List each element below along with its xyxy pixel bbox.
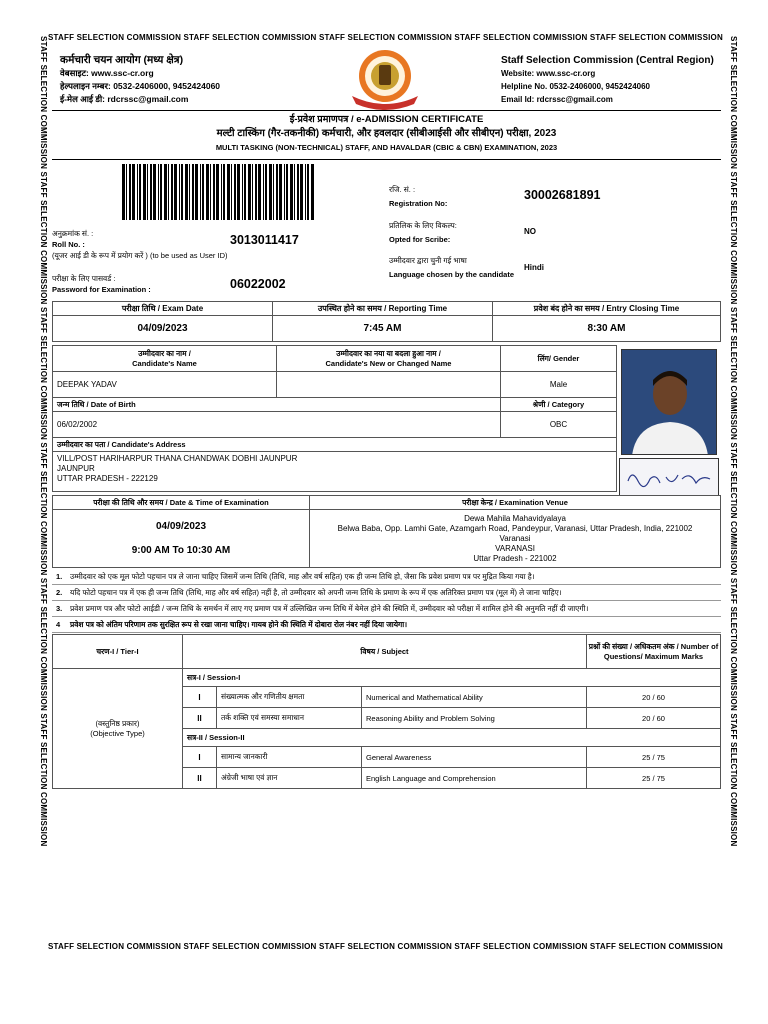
barcode-stripe xyxy=(206,164,209,220)
subject-en: Reasoning Ability and Problem Solving xyxy=(362,708,587,729)
roll-number: 3013011417 xyxy=(230,233,299,247)
barcode-stripe xyxy=(269,164,272,220)
new-name-label-hi: उम्मीदवार का नया या बदला हुआ नाम / xyxy=(336,348,441,358)
scribe-label-hi: प्रतिलिक के लिए विकल्प: xyxy=(389,221,457,230)
header-left-title: कर्मचारी चयन आयोग (मध्य क्षेत्र) xyxy=(60,54,184,66)
subject-hi: सामान्य जानकारी xyxy=(217,747,362,768)
admission-certificate xyxy=(52,44,721,940)
barcode-stripe xyxy=(210,164,211,220)
barcode-stripe xyxy=(200,164,201,220)
venue-line1: Dewa Mahila Mahavidyalaya xyxy=(464,513,566,523)
barcode-stripe xyxy=(174,164,177,220)
barcode-stripe xyxy=(137,164,138,220)
subject-num: II xyxy=(183,768,217,789)
subject-hi: संख्यात्मक और गणितीय क्षमता xyxy=(217,687,362,708)
instructions xyxy=(52,569,721,633)
barcode-stripe xyxy=(242,164,243,220)
barcode-stripe xyxy=(231,164,232,220)
subject-en: General Awareness xyxy=(362,747,587,768)
instruction-number: 3. xyxy=(56,604,63,613)
barcode-stripe xyxy=(279,164,282,220)
candidate-table xyxy=(52,345,617,492)
barcode-stripe xyxy=(171,164,173,220)
barcode-stripe xyxy=(300,164,303,220)
category-label: श्रेणी / Category xyxy=(501,398,617,412)
barcode-stripe xyxy=(290,164,293,220)
scribe-label-en: Opted for Scribe: xyxy=(389,235,451,244)
marks-header: प्रश्नों की संख्या / अधिकतम अंक / Number of Questions/ Maximum Marks xyxy=(587,635,721,669)
subject-num: I xyxy=(183,687,217,708)
subject-marks: 25 / 75 xyxy=(587,768,721,789)
session-2-label: सत्र-II / Session-II xyxy=(183,729,721,747)
barcode-stripe xyxy=(195,164,198,220)
barcode-stripe xyxy=(276,164,278,220)
address-line2: JAUNPUR xyxy=(57,464,95,473)
venue-table xyxy=(52,495,721,568)
barcode-stripe xyxy=(139,164,141,220)
barcode-stripe xyxy=(252,164,253,220)
tier-type-en: (Objective Type) xyxy=(90,728,145,738)
candidate-name: DEEPAK YADAV xyxy=(53,372,277,398)
barcode-stripe xyxy=(273,164,274,220)
barcode-stripe xyxy=(265,164,267,220)
instruction-text: उम्मीदवार को एक मूल फोटो पहचान पत्र ले जाना चाहिए जिसमें जन्म तिथि (तिथि, माह और वर्ष सहित) एक ही जन्म तिथि हो, जैसा कि प्रवेश प्रमाण पत्र पर मुद्रित किया गया है। xyxy=(70,572,535,581)
barcode-stripe xyxy=(213,164,215,220)
address-value xyxy=(53,452,617,492)
header-right-title: Staff Selection Commission (Central Region) xyxy=(501,55,714,66)
registration-number: 30002681891 xyxy=(524,188,601,202)
venue-exam-time: 9:00 AM To 10:30 AM xyxy=(131,544,231,556)
entry-closing-label: प्रवेश बंद होने का समय / Entry Closing Time xyxy=(493,302,721,316)
instruction-number: 1. xyxy=(56,572,63,581)
barcode-stripe xyxy=(126,164,127,220)
exam-date: 04/09/2023 xyxy=(53,316,273,342)
barcode-stripe xyxy=(132,164,135,220)
category-value: OBC xyxy=(501,412,617,438)
watermark-right: STAFF SELECTION COMMISSION STAFF SELECTION COMMISSION STAFF SELECTION COMMISSION STAFF SELECTION COMMISSION STAFF SELECTION COMMISSION STAFF SELECTION COMMISSION xyxy=(729,36,738,847)
barcode-stripe xyxy=(216,164,219,220)
subject-en: English Language and Comprehension xyxy=(362,768,587,789)
divider xyxy=(52,159,721,160)
barcode-stripe xyxy=(248,164,251,220)
venue-line4: VARANASI xyxy=(495,543,535,553)
barcode-stripe xyxy=(311,164,314,220)
name-label-hi: उम्मीदवार का नाम / xyxy=(138,348,191,358)
exam-date-label: परीक्षा तिथि / Exam Date xyxy=(53,302,273,316)
instruction-item xyxy=(52,569,721,585)
barcode-stripe xyxy=(286,164,288,220)
barcode-stripe xyxy=(192,164,194,220)
subject-hi: अंग्रेजी भाषा एवं ज्ञान xyxy=(217,768,362,789)
address-label: उम्मीदवार का पता / Candidate's Address xyxy=(53,438,617,452)
barcode-stripe xyxy=(129,164,131,220)
exam-datetime xyxy=(53,510,310,568)
barcode-stripe xyxy=(160,164,162,220)
instruction-item xyxy=(52,601,721,617)
address-line3: UTTAR PRADESH - 222129 xyxy=(57,474,158,483)
barcode-stripe xyxy=(143,164,146,220)
barcode-stripe xyxy=(297,164,299,220)
header-left-email: ई-मेल आई डी: rdcrssc@gmail.com xyxy=(60,94,189,104)
password-label-en: Password for Examination : xyxy=(52,285,151,294)
barcode-stripe xyxy=(164,164,167,220)
barcode-stripe xyxy=(307,164,309,220)
barcode-stripe xyxy=(181,164,183,220)
venue-line3: Varanasi xyxy=(499,533,531,543)
entry-closing-time: 8:30 AM xyxy=(493,316,721,342)
barcode-stripe xyxy=(179,164,180,220)
password-label-hi: परीक्षा के लिए पासवर्ड : xyxy=(52,274,116,283)
divider xyxy=(52,110,721,111)
subject-header: विषय / Subject xyxy=(183,635,587,669)
title-line2: मल्टी टास्किंग (गैर-तकनीकी) कर्मचारी, और हवलदार (सीबीआईसी और सीबीएन) परीक्षा, 2023 xyxy=(216,128,557,139)
venue-address xyxy=(310,510,721,568)
subject-marks: 20 / 60 xyxy=(587,708,721,729)
watermark-top: STAFF SELECTION COMMISSION STAFF SELECTION COMMISSION STAFF SELECTION COMMISSION STAFF SELECTION COMMISSION STAFF SELECTION COMMISSION xyxy=(48,33,723,42)
language-value: Hindi xyxy=(524,263,544,272)
barcode-stripe xyxy=(185,164,188,220)
barcode-stripe xyxy=(294,164,295,220)
barcode-stripe xyxy=(237,164,240,220)
subject-num: II xyxy=(183,708,217,729)
header-right-helpline: Helpline No. 0532-2406000, 9452424060 xyxy=(501,82,650,91)
timing-table xyxy=(52,301,721,342)
tier-header: चरण-I / Tier-I xyxy=(53,635,183,669)
roll-note: (यूजर आई डी के रूप में प्रयोग करें ) (to be used as User ID) xyxy=(52,251,228,260)
name-label xyxy=(53,346,277,372)
roll-label-en: Roll No. : xyxy=(52,240,85,249)
tier-type-hi: (वस्तुनिष्ठ प्रकार) xyxy=(95,718,140,728)
instruction-number: 2. xyxy=(56,588,63,597)
barcode-stripe xyxy=(153,164,156,220)
registration-label-en: Registration No: xyxy=(389,199,448,208)
barcode-stripe xyxy=(158,164,159,220)
barcode-stripe xyxy=(147,164,148,220)
barcode-stripe xyxy=(284,164,285,220)
session-1-label: सत्र-I / Session-I xyxy=(183,669,721,687)
scribe-value: NO xyxy=(524,227,536,236)
candidate-new-name xyxy=(277,372,501,398)
header-left-website: वेबसाइट: www.ssc-cr.org xyxy=(60,68,154,78)
barcode-stripe xyxy=(122,164,125,220)
barcode-stripe xyxy=(189,164,190,220)
dob-label: जन्म तिथि / Date of Birth xyxy=(53,398,501,412)
barcode-stripe xyxy=(150,164,152,220)
candidate-signature xyxy=(619,458,719,496)
subject-marks: 25 / 75 xyxy=(587,747,721,768)
barcode-stripe xyxy=(244,164,246,220)
instruction-text: यदि फोटो पहचान पत्र में एक ही जन्म तिथि (तिथि, माह और वर्ष सहित) नहीं है, तो उम्मीदवार को अपनी जन्म तिथि के प्रमाण के रूप में एक अतिरिक्त प्रमाण पत्र (मूल में) ले जाना चाहिए। xyxy=(70,588,562,597)
subject-en: Numerical and Mathematical Ability xyxy=(362,687,587,708)
barcode xyxy=(122,164,314,220)
subjects-table xyxy=(52,634,721,789)
venue-exam-date: 04/09/2023 xyxy=(155,520,207,532)
instruction-number: 4 xyxy=(56,620,61,629)
reporting-time-label: उपस्थित होने का समय / Reporting Time xyxy=(273,302,493,316)
address-line1: VILL/POST HARIHARPUR THANA CHANDWAK DOBHI JAUNPUR xyxy=(57,454,298,463)
header-right-website: Website: www.ssc-cr.org xyxy=(501,69,596,78)
subject-hi: तर्क शक्ति एवं समस्या समाधान xyxy=(217,708,362,729)
barcode-stripe xyxy=(221,164,222,220)
barcode-stripe xyxy=(227,164,230,220)
language-label-hi: उम्मीदवार द्वारा चुनी गई भाषा xyxy=(389,256,467,265)
barcode-stripe xyxy=(255,164,257,220)
header-left xyxy=(60,54,220,106)
roll-label-hi: अनुक्रमांक सं. : xyxy=(52,229,94,238)
registration-label-hi: रजि. सं. : xyxy=(389,185,416,194)
dob-value: 06/02/2002 xyxy=(53,412,501,438)
instruction-text: प्रवेश प्रमाण पत्र और फोटो आईडी / जन्म तिथि के समर्थन में लाए गए प्रमाण पत्र में उल्लिखित जन्म तिथि में बेमेल होने की स्थिति में, उम्मीदवार को परीक्षा में शामिल होने की अनुमति नहीं दी जाएगी। xyxy=(70,604,589,613)
name-label-en: Candidate's Name xyxy=(132,358,197,368)
instruction-text: प्रवेश पत्र को अंतिम परिणाम तक सुरक्षित रूप से रखा जाना चाहिए। गायब होने की स्थिति में दोबारा रोल नंबर नहीं दिया जायेगा। xyxy=(70,620,408,629)
instruction-item xyxy=(52,617,721,633)
venue-line2: Belwa Baba, Opp. Lamhi Gate, Azamgarh Road, Pandeypur, Varanasi, Uttar Pradesh, India, 221002 xyxy=(337,523,693,533)
barcode-stripe xyxy=(234,164,236,220)
password-value: 06022002 xyxy=(230,277,286,291)
barcode-stripe xyxy=(263,164,264,220)
header-right xyxy=(501,54,714,106)
datetime-label: परीक्षा की तिथि और समय / Date & Time of Examination xyxy=(53,496,310,510)
watermark-bottom: STAFF SELECTION COMMISSION STAFF SELECTION COMMISSION STAFF SELECTION COMMISSION STAFF SELECTION COMMISSION STAFF SELECTION COMMISSION xyxy=(48,942,723,951)
language-label-en: Language chosen by the candidate xyxy=(389,270,515,279)
title-line1: ई-प्रवेश प्रमाणपत्र / e-ADMISSION CERTIFICATE xyxy=(289,114,484,125)
header-left-helpline: हेल्पलाइन नम्बर: 0532-2406000, 9452424060 xyxy=(60,81,221,91)
reporting-time: 7:45 AM xyxy=(273,316,493,342)
barcode-stripe xyxy=(305,164,306,220)
new-name-label xyxy=(277,346,501,372)
tier-type xyxy=(53,669,183,789)
barcode-stripe xyxy=(258,164,261,220)
barcode-stripe xyxy=(223,164,225,220)
venue-label: परीक्षा केन्द्र / Examination Venue xyxy=(310,496,721,510)
barcode-stripe xyxy=(202,164,204,220)
subject-marks: 20 / 60 xyxy=(587,687,721,708)
instruction-item xyxy=(52,585,721,601)
gender-value: Male xyxy=(501,372,617,398)
signature-image xyxy=(620,459,720,497)
ssc-logo xyxy=(342,46,428,112)
candidate-photo xyxy=(621,349,717,455)
venue-line5: Uttar Pradesh - 221002 xyxy=(473,553,557,563)
header-right-email: Email Id: rdcrssc@gmail.com xyxy=(501,95,613,104)
title-line3: MULTI TASKING (NON-TECHNICAL) STAFF, AND HAVALDAR (CBIC & CBN) EXAMINATION, 2023 xyxy=(215,143,558,152)
gender-label: लिंग/ Gender xyxy=(501,346,617,372)
barcode-stripe xyxy=(168,164,169,220)
watermark-left: STAFF SELECTION COMMISSION STAFF SELECTION COMMISSION STAFF SELECTION COMMISSION STAFF SELECTION COMMISSION STAFF SELECTION COMMISSION STAFF SELECTION COMMISSION xyxy=(39,36,48,847)
title-block xyxy=(52,113,721,154)
person-icon xyxy=(622,350,717,455)
subject-num: I xyxy=(183,747,217,768)
new-name-label-en: Candidate's New or Changed Name xyxy=(325,358,452,368)
